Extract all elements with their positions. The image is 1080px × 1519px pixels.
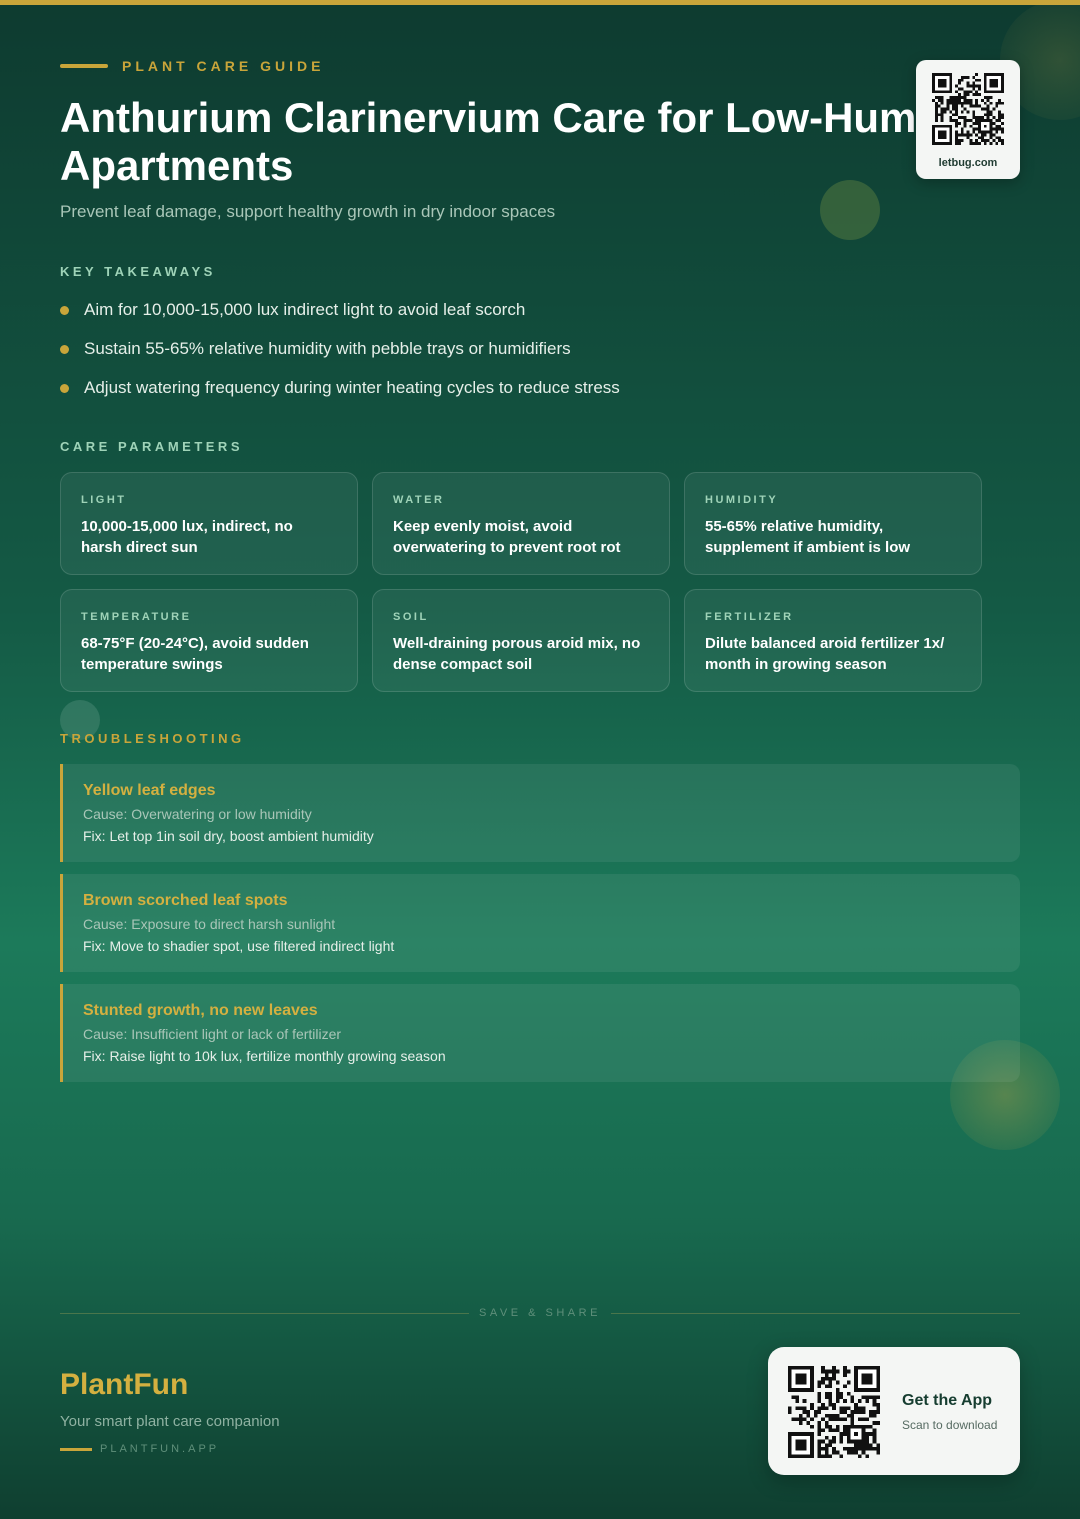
troubleshooting-list xyxy=(60,764,1020,1094)
section-heading-takeaways: KEY TAKEAWAYS xyxy=(60,264,216,279)
section-heading-care: CARE PARAMETERS xyxy=(60,439,243,454)
issue-cause: Cause: Exposure to direct harsh sunlight xyxy=(83,916,336,932)
issue-title: Yellow leaf edges xyxy=(83,782,216,799)
param-label: FERTILIZER xyxy=(705,611,794,623)
bullet-dot-icon xyxy=(60,345,69,354)
takeaway-text: Adjust watering frequency during winter heating cycles to reduce stress xyxy=(84,378,620,397)
issue-card xyxy=(60,874,1020,972)
section-heading-troubleshooting: TROUBLESHOOTING xyxy=(60,731,245,746)
site-url[interactable]: PLANTFUN.APP xyxy=(100,1443,220,1455)
param-value: Dilute balanced aroid fertilizer 1x/ month in growing season xyxy=(705,635,945,673)
param-value: Well-draining porous aroid mix, no dense compact soil xyxy=(393,635,641,673)
param-value: Keep evenly moist, avoid overwatering to prevent root rot xyxy=(393,518,621,556)
issue-fix: Fix: Raise light to 10k lux, fertilize monthly growing season xyxy=(83,1048,446,1064)
list-item xyxy=(60,337,620,361)
param-label: WATER xyxy=(393,494,445,506)
takeaway-text: Aim for 10,000-15,000 lux indirect light to avoid leaf scorch xyxy=(84,300,526,319)
param-label: SOIL xyxy=(393,611,429,623)
param-card-water xyxy=(372,472,670,575)
param-label: TEMPERATURE xyxy=(81,611,192,623)
brand-name: PlantFun xyxy=(60,1368,189,1401)
title-line-1: Anthurium Clarinervium Care for Low-Hum xyxy=(60,94,917,141)
param-card-temperature xyxy=(60,589,358,692)
qr-code-icon xyxy=(788,1366,880,1458)
eyebrow-line xyxy=(60,64,108,68)
issue-fix: Fix: Move to shadier spot, use filtered indirect light xyxy=(83,938,395,954)
save-share-label: SAVE & SHARE xyxy=(479,1307,601,1319)
issue-card xyxy=(60,984,1020,1082)
top-accent-bar xyxy=(0,0,1080,5)
issue-fix: Fix: Let top 1in soil dry, boost ambient humidity xyxy=(83,828,374,844)
param-card-humidity xyxy=(684,472,982,575)
param-value: 68-75°F (20-24°C), avoid sudden temperature swings xyxy=(81,635,309,673)
issue-cause: Cause: Insufficient light or lack of fertilizer xyxy=(83,1026,342,1042)
list-item xyxy=(60,298,620,322)
page-title xyxy=(60,94,920,190)
scan-to-download-label: Scan to download xyxy=(902,1418,998,1432)
issue-cause: Cause: Overwatering or low humidity xyxy=(83,806,312,822)
care-parameters-grid xyxy=(60,472,982,692)
param-card-light xyxy=(60,472,358,575)
page-subtitle: Prevent leaf damage, support healthy growth in dry indoor spaces xyxy=(60,202,556,221)
bullet-dot-icon xyxy=(60,384,69,393)
site-line xyxy=(60,1448,92,1451)
param-card-soil xyxy=(372,589,670,692)
param-value: 55-65% relative humidity, supplement if ambient is low xyxy=(705,518,911,556)
issue-title: Brown scorched leaf spots xyxy=(83,892,288,909)
bullet-dot-icon xyxy=(60,306,69,315)
footer-divider-left xyxy=(60,1313,469,1314)
eyebrow-label: PLANT CARE GUIDE xyxy=(122,58,325,74)
footer-divider-right xyxy=(611,1313,1020,1314)
takeaway-text: Sustain 55-65% relative humidity with pebble trays or humidifiers xyxy=(84,339,571,358)
list-item xyxy=(60,376,620,400)
param-label: LIGHT xyxy=(81,494,127,506)
brand-tagline: Your smart plant care companion xyxy=(60,1413,280,1430)
qr-card-top[interactable] xyxy=(916,60,1020,179)
get-app-card[interactable] xyxy=(768,1347,1020,1475)
eyebrow xyxy=(60,58,324,74)
issue-title: Stunted growth, no new leaves xyxy=(83,1002,318,1019)
qr-url: letbug.com xyxy=(938,157,998,169)
param-label: HUMIDITY xyxy=(705,494,779,506)
param-value: 10,000-15,000 lux, indirect, no harsh direct sun xyxy=(81,518,293,556)
title-line-2: Apartments xyxy=(60,142,294,189)
issue-card xyxy=(60,764,1020,862)
get-app-label: Get the App xyxy=(902,1392,993,1409)
brand-site xyxy=(60,1443,219,1455)
takeaways-list xyxy=(60,298,620,415)
param-card-fertilizer xyxy=(684,589,982,692)
qr-code-icon xyxy=(932,73,1004,145)
